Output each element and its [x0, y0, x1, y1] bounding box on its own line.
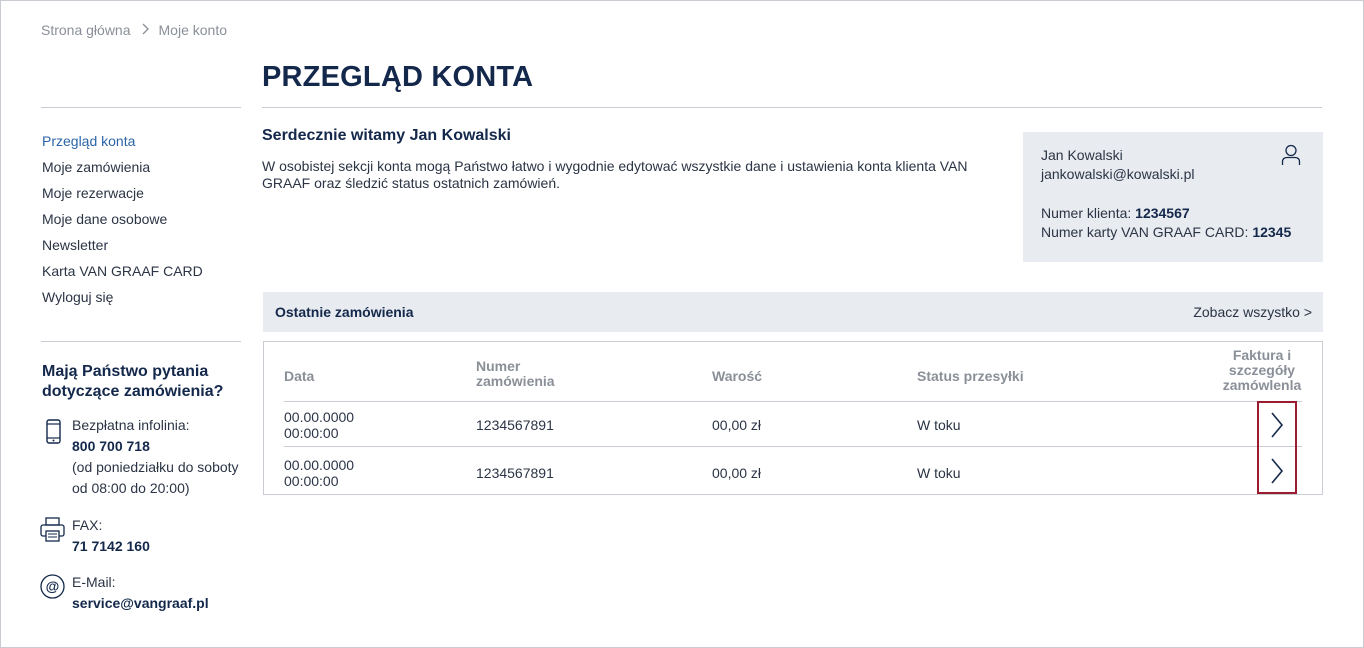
breadcrumb-current: Moje konto [158, 22, 227, 38]
see-all-link[interactable]: Zobacz wszystko > [1193, 304, 1312, 320]
welcome-text: W osobistej sekcji konta mogą Państwo łatwo i wygodnie edytować wszystkie dane i ustawienia konta klienta VAN GRAAF oraz śledzić status ostatnich zamówień. [262, 158, 968, 191]
welcome-title: Serdecznie witamy Jan Kowalski [262, 127, 511, 144]
hotline-hours: (od poniedziałku do soboty od 08:00 do 20:00) [72, 459, 239, 496]
sidebar-item-card[interactable]: Karta VAN GRAAF CARD [42, 263, 203, 279]
fax-number: 71 7142 160 [72, 538, 150, 554]
recent-orders-title: Ostatnie zamówienia [275, 304, 414, 320]
table-divider [284, 401, 1302, 402]
at-icon [40, 572, 68, 614]
sidebar-item-orders[interactable]: Moje zamówienia [42, 159, 151, 175]
sidebar-divider-bottom [41, 341, 241, 342]
chevron-right-icon [1270, 412, 1284, 438]
account-name: Jan Kowalski [1041, 147, 1123, 163]
table-cell-status: W toku [917, 417, 961, 433]
table-cell-date: 00.00.0000 00:00:00 [284, 457, 355, 489]
phone-icon [40, 415, 68, 499]
client-number-label: Numer klienta: [1041, 205, 1132, 221]
card-number: 12345 [1252, 224, 1292, 240]
hotline-label: Bezpłatna infolinia: [72, 417, 190, 433]
table-cell-value: 00,00 zł [712, 465, 762, 481]
sidebar-item-personal-data[interactable]: Moje dane osobowe [42, 211, 168, 227]
user-icon[interactable] [1281, 144, 1301, 171]
hotline-contact [40, 415, 250, 499]
title-divider [262, 107, 1322, 108]
email-contact [40, 572, 250, 614]
breadcrumb [41, 22, 227, 38]
column-header-status: Status przesyłki [917, 368, 1024, 384]
sidebar-item-account-overview[interactable]: Przegląd konta [42, 133, 136, 149]
orders-table [263, 341, 1323, 495]
account-info-box [1023, 132, 1323, 262]
table-divider [284, 446, 1302, 447]
svg-text:@: @ [45, 578, 60, 594]
hotline-number[interactable]: 800 700 718 [72, 438, 150, 454]
sidebar-nav [42, 128, 203, 310]
help-title: Mają Państwo pytania dotyczące zamówienia? [42, 363, 224, 400]
chevron-right-icon [1270, 458, 1284, 484]
order-details-button[interactable] [1257, 402, 1297, 448]
table-cell-number: 1234567891 [476, 417, 554, 433]
column-header-date: Data [284, 368, 315, 384]
email-address[interactable]: service@vangraaf.pl [72, 595, 209, 611]
client-number: 1234567 [1135, 205, 1190, 221]
column-header-details: Faktura i szczegóły zamówlenla [1222, 347, 1302, 393]
table-cell-number: 1234567891 [476, 465, 554, 481]
account-email: jankowalski@kowalski.pl [1041, 166, 1195, 182]
table-cell-date: 00.00.0000 00:00:00 [284, 409, 355, 441]
email-label: E-Mail: [72, 574, 116, 590]
recent-orders-bar [263, 292, 1323, 332]
breadcrumb-home[interactable]: Strona główna [41, 22, 131, 38]
sidebar-item-newsletter[interactable]: Newsletter [42, 237, 109, 253]
table-cell-status: W toku [917, 465, 961, 481]
printer-icon [40, 515, 68, 557]
sidebar-item-logout[interactable]: Wyloguj się [42, 289, 114, 305]
chevron-right-icon [141, 22, 149, 38]
column-header-value: Warość [712, 368, 763, 384]
sidebar-divider-top [41, 107, 241, 108]
order-details-button[interactable] [1257, 448, 1297, 494]
table-cell-value: 00,00 zł [712, 417, 762, 433]
card-number-label: Numer karty VAN GRAAF CARD: [1041, 224, 1249, 240]
column-header-number: Numer zamówienia [476, 358, 555, 389]
sidebar-item-reservations[interactable]: Moje rezerwacje [42, 185, 144, 201]
fax-label: FAX: [72, 517, 103, 533]
page-title: PRZEGLĄD KONTA [262, 61, 534, 93]
fax-contact [40, 515, 250, 557]
